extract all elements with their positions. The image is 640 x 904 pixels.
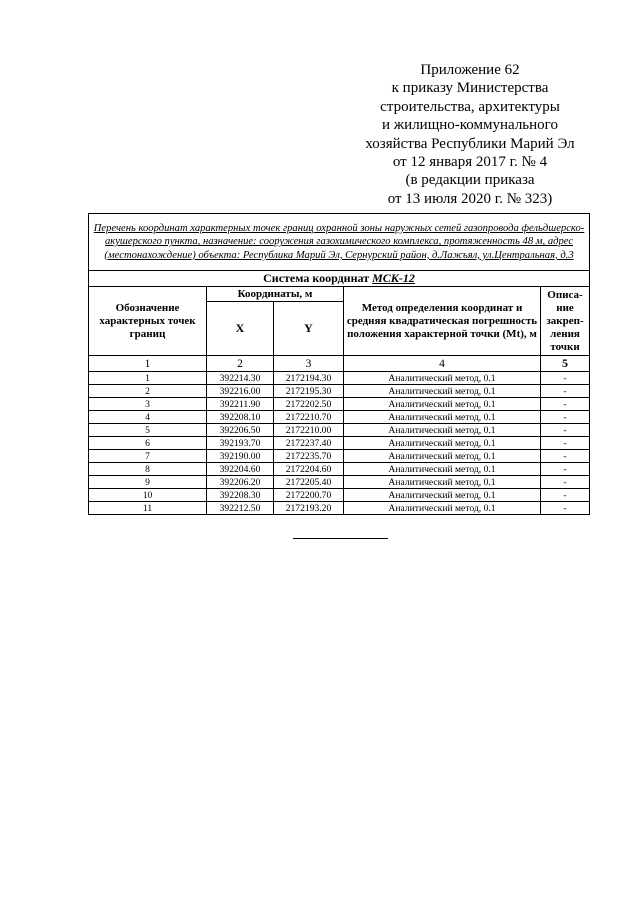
cell-y: 2172205.40 — [274, 476, 344, 489]
cell-method: Аналитический метод, 0.1 — [344, 489, 541, 502]
cell-x: 392206.50 — [207, 424, 274, 437]
cell-y: 2172200.70 — [274, 489, 344, 502]
cell-x: 392193.70 — [207, 437, 274, 450]
cell-method: Аналитический метод, 0.1 — [344, 385, 541, 398]
cell-n: 11 — [89, 502, 207, 515]
cell-x: 392204.60 — [207, 463, 274, 476]
table-row — [89, 437, 590, 450]
coordinates-table — [88, 213, 590, 515]
header-line: (в редакции приказа — [405, 172, 535, 189]
caption-row — [89, 214, 590, 271]
cell-x: 392211.90 — [207, 398, 274, 411]
cell-method: Аналитический метод, 0.1 — [344, 502, 541, 515]
cell-desc: - — [541, 463, 590, 476]
cell-desc: - — [541, 437, 590, 450]
table-row — [89, 372, 590, 385]
cell-n: 6 — [89, 437, 207, 450]
cell-desc: - — [541, 424, 590, 437]
header-y: Y — [274, 302, 344, 356]
appendix-header — [355, 61, 585, 208]
column-number: 2 — [207, 356, 274, 372]
cell-method: Аналитический метод, 0.1 — [344, 372, 541, 385]
table-caption: Перечень координат характерных точек границ охранной зоны наружных сетей газопровода фельдшерско-акушерского пункта, назначение: сооружения газохимического комплекса, протяженность 48 м, адрес (местонахождение) объекта: Республика Марий Эл, Сернурский район, д.Лажъял, ул.Центральная, д.3 — [89, 214, 590, 271]
header-coordinates: Координаты, м — [207, 287, 344, 302]
system-row — [89, 271, 590, 287]
coordinate-system-value: МСК-12 — [372, 271, 415, 285]
header-description: Описа-ние закреп-ления точки — [541, 287, 590, 356]
coordinate-system — [89, 271, 590, 287]
cell-method: Аналитический метод, 0.1 — [344, 463, 541, 476]
cell-n: 1 — [89, 372, 207, 385]
table-row — [89, 502, 590, 515]
cell-n: 3 — [89, 398, 207, 411]
cell-n: 9 — [89, 476, 207, 489]
column-number: 3 — [274, 356, 344, 372]
cell-n: 5 — [89, 424, 207, 437]
table-row — [89, 489, 590, 502]
cell-n: 10 — [89, 489, 207, 502]
cell-desc: - — [541, 450, 590, 463]
cell-x: 392212.50 — [207, 502, 274, 515]
column-number: 4 — [344, 356, 541, 372]
header-designation: Обозначение характерных точек границ — [89, 287, 207, 356]
cell-desc: - — [541, 385, 590, 398]
header-line: строительства, архитектуры — [380, 98, 560, 115]
cell-method: Аналитический метод, 0.1 — [344, 437, 541, 450]
header-line: к приказу Министерства — [391, 80, 549, 97]
cell-method: Аналитический метод, 0.1 — [344, 476, 541, 489]
closing-rule — [293, 538, 388, 539]
cell-desc: - — [541, 411, 590, 424]
coordinate-system-label: Система координат — [263, 271, 370, 285]
cell-method: Аналитический метод, 0.1 — [344, 450, 541, 463]
header-row — [89, 287, 590, 302]
column-number: 5 — [541, 356, 590, 372]
cell-desc: - — [541, 476, 590, 489]
cell-y: 2172237.40 — [274, 437, 344, 450]
header-method: Метод определения координат и средняя квадратическая погрешность положения характерной точки (Mt), м — [344, 287, 541, 356]
cell-x: 392190.00 — [207, 450, 274, 463]
header-line: Приложение 62 — [420, 62, 520, 78]
header-line: от 13 июля 2020 г. № 323) — [387, 190, 553, 207]
header-x: X — [207, 302, 274, 356]
cell-method: Аналитический метод, 0.1 — [344, 411, 541, 424]
table-row — [89, 398, 590, 411]
column-number-row — [89, 356, 590, 372]
cell-n: 7 — [89, 450, 207, 463]
table-row — [89, 411, 590, 424]
cell-y: 2172202.50 — [274, 398, 344, 411]
header-line: и жилищно-коммунального — [382, 117, 558, 134]
cell-desc: - — [541, 398, 590, 411]
table-row — [89, 385, 590, 398]
header-line: от 12 января 2017 г. № 4 — [392, 154, 548, 171]
cell-y: 2172193.20 — [274, 502, 344, 515]
cell-x: 392214.30 — [207, 372, 274, 385]
cell-y: 2172235.70 — [274, 450, 344, 463]
cell-x: 392216.00 — [207, 385, 274, 398]
cell-n: 8 — [89, 463, 207, 476]
cell-method: Аналитический метод, 0.1 — [344, 398, 541, 411]
column-number: 1 — [89, 356, 207, 372]
cell-y: 2172194.30 — [274, 372, 344, 385]
table-row — [89, 424, 590, 437]
cell-x: 392206.20 — [207, 476, 274, 489]
table-row — [89, 476, 590, 489]
header-line: хозяйства Республики Марий Эл — [365, 135, 575, 152]
cell-y: 2172195.30 — [274, 385, 344, 398]
table-row — [89, 450, 590, 463]
cell-y: 2172210.70 — [274, 411, 344, 424]
cell-desc: - — [541, 489, 590, 502]
cell-n: 4 — [89, 411, 207, 424]
cell-method: Аналитический метод, 0.1 — [344, 424, 541, 437]
cell-x: 392208.10 — [207, 411, 274, 424]
cell-n: 2 — [89, 385, 207, 398]
cell-desc: - — [541, 502, 590, 515]
cell-y: 2172204.60 — [274, 463, 344, 476]
cell-x: 392208.30 — [207, 489, 274, 502]
table-row — [89, 463, 590, 476]
cell-desc: - — [541, 372, 590, 385]
cell-y: 2172210.00 — [274, 424, 344, 437]
